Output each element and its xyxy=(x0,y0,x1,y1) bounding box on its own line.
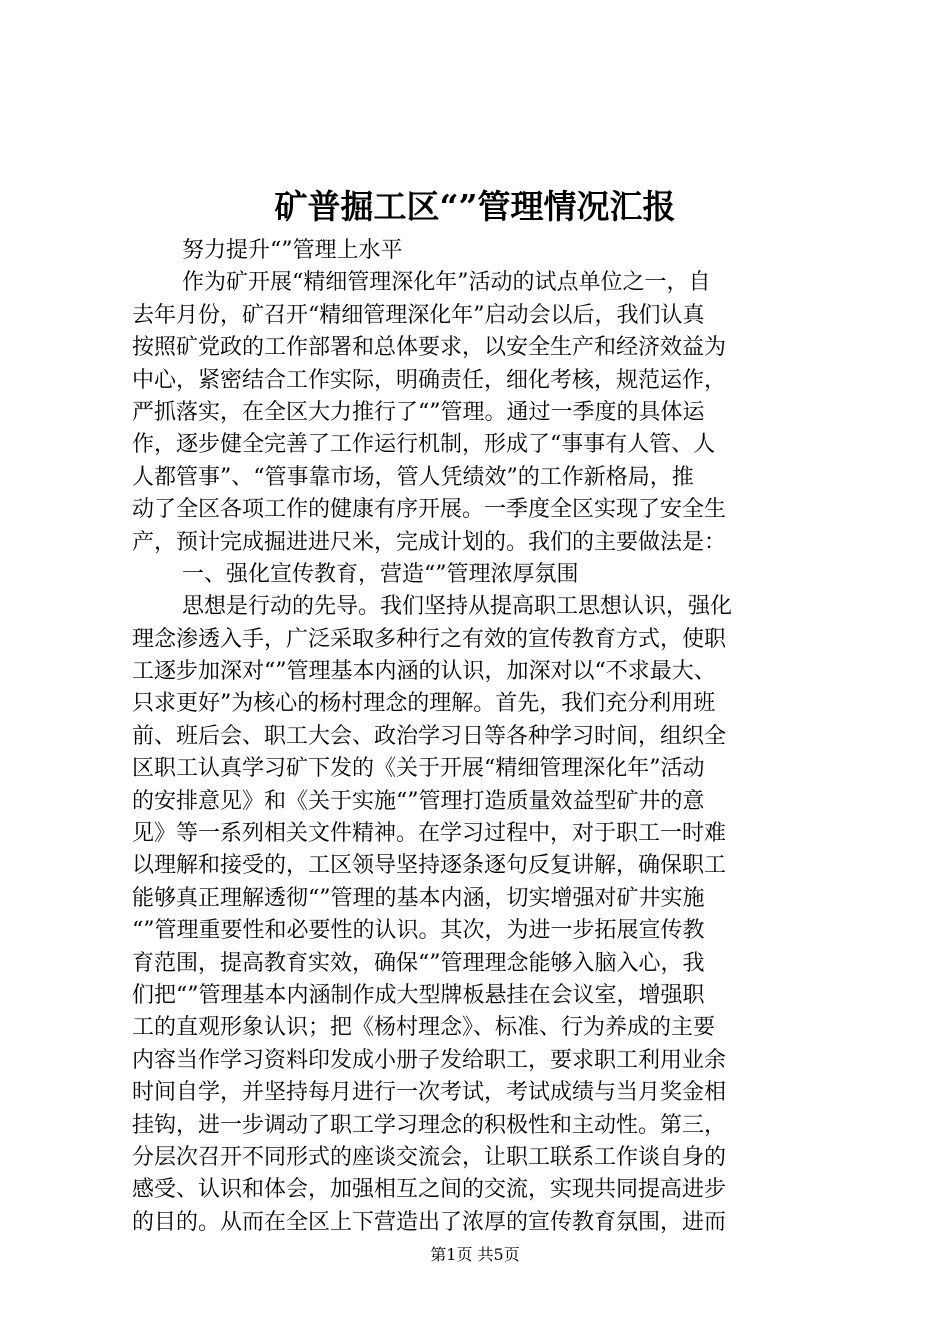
section-heading: 一、强化宣传教育，营造“”管理浓厚氛围 xyxy=(182,561,579,587)
paragraph-line: 能够真正理解透彻“”管理的基本内涵，切实增强对矿井实施 xyxy=(132,885,705,911)
paragraph-line: 区职工认真学习矿下发的《关于开展“精细管理深化年”活动 xyxy=(132,756,705,782)
document-body xyxy=(132,235,832,1239)
paragraph-line: 以理解和接受的，工区领导坚持逐条逐句反复讲解，确保职工 xyxy=(132,853,727,879)
paragraph-line: 工的直观形象认识；把《杨村理念》、标准、行为养成的主要 xyxy=(132,1015,716,1041)
paragraph-line: 分层次召开不同形式的座谈交流会，让职工联系工作谈自身的 xyxy=(132,1144,727,1170)
page-footer: 第1页 共5页 xyxy=(430,1245,520,1264)
paragraph-line: 去年月份，矿召开“精细管理深化年”启动会以后，我们认真 xyxy=(132,302,705,328)
paragraph-line: 作，逐步健全完善了工作运行机制，形成了“事事有人管、人 xyxy=(132,432,716,458)
paragraph-line: 产，预计完成掘进进尺米，完成计划的。我们的主要做法是： xyxy=(132,529,727,555)
paragraph-line: 见》等一系列相关文件精神。在学习过程中，对于职工一时难 xyxy=(132,821,727,847)
paragraph-line: 挂钩，进一步调动了职工学习理念的积极性和主动性。第三， xyxy=(132,1112,727,1138)
paragraph-line: 前、班后会、职工大会、政治学习日等各种学习时间，组织全 xyxy=(132,723,727,749)
paragraph-line: 的安排意见》和《关于实施“”管理打造质量效益型矿井的意 xyxy=(132,788,705,814)
document-title: 矿普掘工区“”管理情况汇报 xyxy=(274,187,676,226)
paragraph-line: 时间自学，并坚持每月进行一次考试，考试成绩与当月奖金相 xyxy=(132,1080,727,1106)
paragraph-line: 中心，紧密结合工作实际，明确责任，细化考核，规范运作， xyxy=(132,367,727,393)
paragraph-line: 理念渗透入手，广泛采取多种行之有效的宣传教育方式，使职 xyxy=(132,626,727,652)
paragraph-line: 们把“”管理基本内涵制作成大型牌板悬挂在会议室，增强职 xyxy=(132,982,705,1008)
paragraph-line: 感受、认识和体会，加强相互之间的交流，实现共同提高进步 xyxy=(132,1177,727,1203)
paragraph-line: 只求更好”为核心的杨村理念的理解。首先，我们充分利用班 xyxy=(132,691,716,717)
paragraph-line: 动了全区各项工作的健康有序开展。一季度全区实现了安全生 xyxy=(132,497,727,523)
paragraph-line: 内容当作学习资料印发成小册子发给职工，要求职工利用业余 xyxy=(132,1047,727,1073)
paragraph-line: 工逐步加深对“”管理基本内涵的认识，加深对以“不求最大、 xyxy=(132,659,716,685)
paragraph-line: 按照矿党政的工作部署和总体要求，以安全生产和经济效益为 xyxy=(132,335,727,361)
paragraph-line: 严抓落实，在全区大力推行了“”管理。通过一季度的具体运 xyxy=(132,399,705,425)
paragraph-line: 思想是行动的先导。我们坚持从提高职工思想认识，强化 xyxy=(182,594,733,620)
paragraph-line: 的目的。从而在全区上下营造出了浓厚的宣传教育氛围，进而 xyxy=(132,1209,727,1235)
paragraph-line: 人都管事”、“管事靠市场，管人凭绩效”的工作新格局，推 xyxy=(132,464,694,490)
paragraph-line: 作为矿开展“精细管理深化年”活动的试点单位之一，自 xyxy=(182,270,711,296)
subtitle-line: 努力提升“”管理上水平 xyxy=(182,238,403,263)
paragraph-line: 育范围，提高教育实效，确保“”管理理念能够入脑入心，我 xyxy=(132,950,705,976)
paragraph-line: “”管理重要性和必要性的认识。其次，为进一步拓展宣传教 xyxy=(132,918,705,944)
